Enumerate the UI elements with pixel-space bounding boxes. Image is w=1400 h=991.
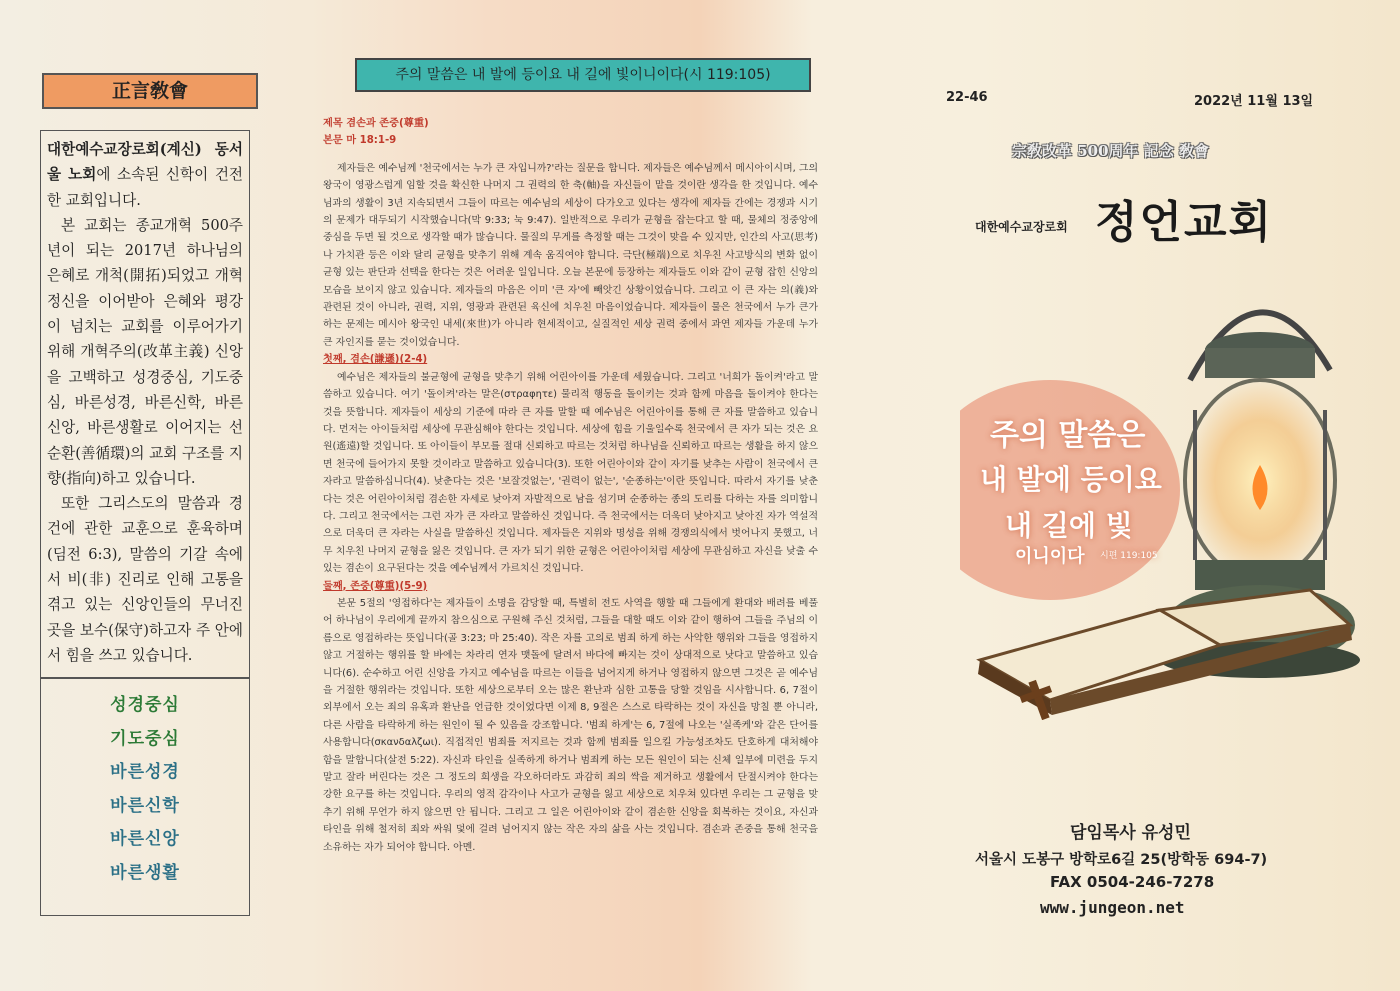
verse-banner: 주의 말씀은 내 발에 등이요 내 길에 빛이니이다(시 119:105) — [355, 58, 811, 92]
fax-number: FAX 0504-246-7278 — [1050, 873, 1215, 891]
lantern-top — [1205, 348, 1315, 378]
principle-item: 기도중심 — [110, 728, 180, 749]
church-name: 정언교회 — [1095, 197, 1274, 248]
intro-paragraph-3: 또한 그리스도의 말씀과 경건에 관한 교훈으로 훈육하며(딤전 6:3), 말씀의 기갈 속에서 비(非) 진리로 인해 고통을 겪고 있는 신앙인들의 무너진 곳을 보수(保守)하고자 주 안에서 힘을 쓰고 있습니다. — [47, 495, 243, 664]
commemorative-subtitle: 宗敎改革 500周年 記念 敎會 — [1012, 142, 1209, 160]
intro-paragraph-2: 본 교회는 종교개혁 500주년이 되는 2017년 하나님의 은혜로 개척(開拓)되었고 개혁정신을 이어받아 은혜와 평강이 넘치는 교회를 이루어가기 위해 개혁주의(改革主義) 신앙을 고백하고 성경중심, 기도중심, 바른성경, 바른신학, 바른신앙, 바른생활로 이어지는 선순환(善循環)의 교회 구조를 지향(指向)하고 있습니다. — [47, 216, 243, 487]
sermon-heading-1: 첫째, 겸손(謙遜)(2-4) — [323, 354, 428, 366]
sermon-passage: 본문 마 18:1-9 — [323, 135, 397, 147]
intro-rest: 에 소속된 신학이 건전한 교회입니다. — [47, 166, 244, 209]
church-address: 서울시 도봉구 방학로6길 25(방학동 694-7) — [975, 852, 1268, 868]
intro-paragraph-1 — [47, 137, 243, 213]
sermon-title: 제목 겸손과 존중(尊重) — [323, 118, 429, 129]
art-line: 이니이다 — [1015, 546, 1085, 567]
church-title-box: 正言敎會 — [42, 73, 258, 109]
principle-item: 바른성경 — [110, 762, 180, 782]
sermon-heading-2: 둘째, 존중(尊重)(5-9) — [323, 580, 428, 592]
sermon-body — [323, 115, 818, 975]
sermon-paragraph: 제자들은 예수님께 '천국에서는 누가 큰 자입니까?'라는 질문을 합니다. 제자들은 예수님께서 메시아이시며, 그의 왕국이 영광스럽게 임할 것을 확신한 나머지 그 권력의 한 축(軸)을 자신들이 맡을 것이란 생각을 한 것입니다. 예수님과의 생활이 3년 지속되면서 그들이 따르는 예수님의 세상이 다가오고 있다는 생각에 제자들 간에는 경쟁과 시기의 문제가 대두되기 시작했습니다(막 9:33; 눅 9:47). 일반적으로 우리가 균형을 잡는다고 할 때, 물체의 정중앙에 중심을 두면 될 것으로 생각할 때가 많습니다. 물질의 무게를 측정할 때는 그것이 맞을 수 있지만, 인간의 사고(思考)나 가치관 등은 이와 달리 균형을 맞추기 위해 계속 움직여야 합니다. 극단(極端)으로 치우친 사고방식의 변화 없이 균형 있는 판단과 선택을 한다는 것은 어려운 일입니다. 오늘 본문에 등장하는 제자들도 이와 같이 균형 잡힌 신앙의 모습을 보이지 않고 있습니다. 제자들의 마음은 이미 '큰 자'에 빼앗긴 상황이었습니다. 그리고 이 큰 자는 의(義)와 관련된 것이 아니라, 권력, 지위, 영광과 관련된 육신에 치우친 마음이었습니다. 제자들이 물은 천국에서 누가 큰가 하는 문제는 메시아 왕국인 내세(來世)가 아니라 현세적이고, 실질적인 세상 권력 중에서 과연 제자들 가운데 누가 큰 자인지를 묻는 것이었습니다. — [323, 162, 818, 348]
principle-item: 성경중심 — [110, 695, 180, 715]
art-line: 내 길에 빛 — [1005, 509, 1133, 542]
sermon-paragraph: 예수님은 제자들의 불균형에 균형을 맞추기 위해 어린아이를 가운데 세웠습니다. 그리고 '너희가 돌이켜'라고 말씀하고 있습니다. 여기 '돌이켜'라는 말은(στραφητε) 물리적 행동을 돌이키는 것과 함께 마음을 돌이켜야 한다는 것을 뜻합니다. 제자들이 세상의 기준에 따라 큰 자를 말할 때 예수님은 어린아이를 통해 큰 자를 말씀하고 있습니다. 먼저는 아이들처럼 세상에 무관심해야 한다는 것입니다. 세상에 힘을 기울일수록 천국에서 큰 자가 되는 것은 요원(遙遠)할 것입니다. 또 아이들이 부모를 절대 신뢰하고 따르는 것처럼 하나님을 신뢰하고 따르는 생활을 하지 않으면 천국에 들어가지 못할 것이라고 말씀하고 있습니다(3). 또한 어린아이와 같이 자기를 낮추는 사람이 천국에서 큰 자라고 말씀하십니다(4). 낮춘다는 것은 '보잘것없는', '권력이 없는', '순종하는'이란 뜻입니다. 따라서 자기를 낮춘다는 것은 어린아이처럼 겸손한 자세로 낮아져 자발적으로 남을 섬기며 순종하는 종의 도리를 다하는 자를 의미합니다. 그리고 천국에서는 그런 자가 큰 자라고 말씀하신 것입니다. 즉 천국에서는 더욱더 낮아지고 낮아진 자가 역설적으로 더욱더 큰 자라는 사실을 말씀하신 것입니다. 제자들은 지위와 명성을 위해 경쟁의식에서 벗어나지 못했고, 너무 치우친 나머지 균형을 잃은 것입니다. 큰 자가 되기 위한 균형은 어린아이처럼 세상에 무관심하고 자신을 낮출 수 있는 겸손이 요구된다는 것을 예수님께서 가르치신 것입니다. — [323, 371, 818, 575]
principle-item: 바른신학 — [110, 795, 180, 816]
lantern-bible-illustration — [960, 260, 1380, 720]
church-intro — [40, 130, 250, 678]
denomination: 대한예수교장로회 — [975, 220, 1068, 234]
art-line: 내 발에 등이요 — [980, 463, 1162, 496]
principle-item: 바른생활 — [110, 862, 180, 883]
pastor-name: 담임목사 유성민 — [1070, 823, 1191, 843]
art-line: 주의 말씀은 — [990, 418, 1146, 453]
issue-number: 22-46 — [946, 90, 988, 105]
left-panel — [0, 0, 300, 991]
art-reference: 시편 119:105 — [1100, 551, 1158, 561]
website-link[interactable]: www.jungeon.net — [1040, 898, 1185, 917]
principles-box — [40, 678, 250, 916]
sermon-paragraph: 본문 5절의 '영접하다'는 제자들이 소명을 감당할 때, 특별히 전도 사역을 행할 때 그들에게 환대와 배려를 베풀어 하나님이 우리에게 끝까지 참으심으로 구원해 주신 것처럼, 그들을 대할 때도 이와 같이 행하여 그들을 주님의 이름으로 영접하라는 뜻입니다(골 3:23; 마 25:40). 작은 자를 고의로 범죄 하게 하는 사악한 행위와 그들을 영접하지 않고 거절하는 행위를 할 바에는 차라리 연자 맷돌에 달려서 바다에 빠지는 것이 상대적으로 낫다고 말씀하고 있습니다(6). 순수하고 어린 신앙을 가지고 예수님을 따르는 이들을 넘어지게 하거나 영접하지 않으면 그것은 곧 예수님을 거절한 행위라는 것입니다. 또한 세상으로부터 오는 많은 환난과 심한 고통을 당할 것임을 시사합니다. 6, 7절이 외부에서 오는 죄의 유혹과 환난을 언급한 것이었다면 이제 8, 9절은 스스로 타락하는 것이 자신을 망칠 뿐 아니라, 다른 사람을 타락하게 하는 원인이 될 수 있음을 강조합니다. '범죄 하게'는 6, 7절에 나오는 '실족케'와 같은 단어를 사용합니다(σκανδαλζωι). 직접적인 범죄를 저지르는 것과 함께 범죄를 일으킬 가능성조차도 단호하게 대처해야 함을 말합니다(살전 5:22). 자신과 타인을 실족하게 하거나 범죄케 하는 모든 원인이 되는 신체 일부에 미련을 두지 말고 잘라 버린다는 것은 그 정도의 희생을 각오하더라도 과감히 죄의 싹을 제거하고 생활에서 단절시켜야 한다는 강한 요구를 하는 것입니다. 우리의 영적 감각이나 사고가 균형을 잃고 세상으로 치우쳐 있다면 우리는 그 균형을 맞추기 위해 무언가 하지 않으면 안 됩니다. 그리고 그 일은 어린아이와 같이 겸손한 신앙을 회복하는 것이요, 자신과 타인을 위해 철저히 죄와 싸워 덫에 걸려 넘어지지 않는 작은 자의 삶을 사는 것입니다. 겸손과 존중을 통해 천국을 소유하는 자가 되어야 합니다. 아멘. — [323, 597, 818, 853]
principle-item: 바른신앙 — [110, 829, 180, 849]
intro-bold: 대한예수교장로회(계신) 동서울 노회 — [47, 141, 243, 184]
issue-date: 2022년 11월 13일 — [1194, 94, 1314, 109]
